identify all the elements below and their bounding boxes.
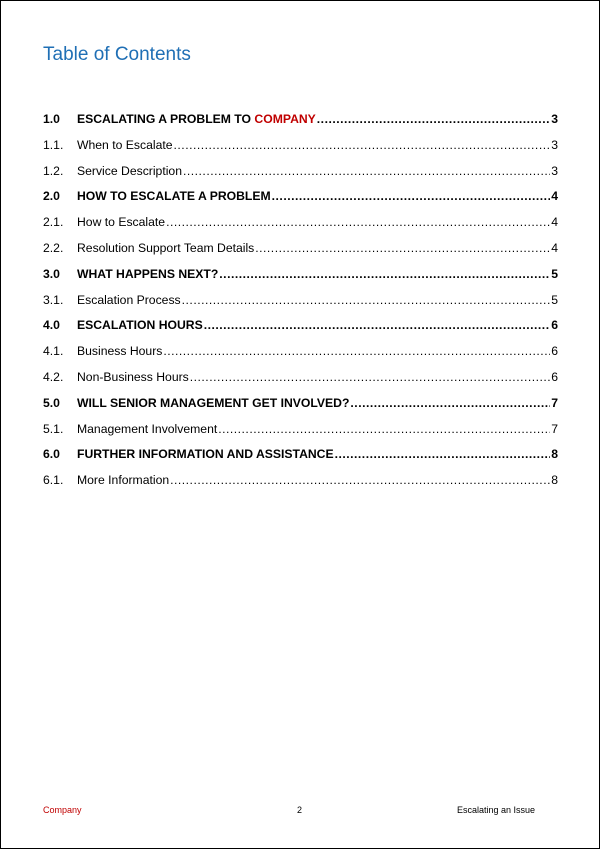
toc-entry-4-1[interactable] xyxy=(43,341,558,367)
toc-number: 4.1. xyxy=(43,344,64,359)
toc-entry-3-1[interactable] xyxy=(43,290,558,316)
toc-dot-leader xyxy=(335,444,551,464)
table-of-contents xyxy=(43,109,558,496)
toc-number: 1.2. xyxy=(43,163,64,178)
toc-page-number: 5 xyxy=(551,266,558,281)
toc-entry-1-1[interactable] xyxy=(43,135,558,161)
toc-number: 1.1. xyxy=(43,137,64,152)
toc-page-number: 6 xyxy=(551,344,558,359)
toc-number: 4.2. xyxy=(43,369,64,384)
toc-number: 2.0 xyxy=(43,189,60,204)
toc-heading: FURTHER INFORMATION AND ASSISTANCE xyxy=(77,447,334,462)
toc-number: 5.0 xyxy=(43,395,60,410)
toc-heading: Business Hours xyxy=(77,344,163,359)
footer-company-name: Company xyxy=(43,805,82,815)
toc-entry-2-0[interactable] xyxy=(43,186,558,212)
toc-number: 5.1. xyxy=(43,421,64,436)
toc-dot-leader xyxy=(182,290,551,310)
page-footer xyxy=(43,803,535,817)
toc-page-number: 8 xyxy=(551,473,558,488)
toc-dot-leader xyxy=(255,238,550,258)
toc-heading: Resolution Support Team Details xyxy=(77,240,255,255)
toc-heading-company: COMPANY xyxy=(254,112,316,126)
page-title: Table of Contents xyxy=(43,44,191,65)
toc-page-number: 6 xyxy=(551,369,558,384)
footer-page-number: 2 xyxy=(297,805,303,815)
toc-entry-3-0[interactable] xyxy=(43,264,558,290)
toc-heading: How to Escalate xyxy=(77,215,166,230)
toc-heading: WILL SENIOR MANAGEMENT GET INVOLVED? xyxy=(77,395,350,410)
toc-page-number: 7 xyxy=(551,395,558,410)
toc-entry-4-0[interactable] xyxy=(43,315,558,341)
toc-dot-leader xyxy=(174,135,551,155)
toc-number: 6.0 xyxy=(43,447,60,462)
toc-page-number: 3 xyxy=(551,112,558,126)
toc-entry-5-1[interactable] xyxy=(43,419,558,445)
toc-page-number: 6 xyxy=(551,318,558,333)
toc-entry-4-2[interactable] xyxy=(43,367,558,393)
toc-dot-leader xyxy=(317,109,550,129)
toc-entry-6-0[interactable] xyxy=(43,444,558,470)
toc-number: 6.1. xyxy=(43,473,64,488)
toc-heading: More Information xyxy=(77,473,170,488)
toc-dot-leader xyxy=(219,264,550,284)
toc-page-number: 4 xyxy=(551,240,558,255)
toc-dot-leader xyxy=(166,212,550,232)
toc-dot-leader xyxy=(183,161,550,181)
toc-number: 2.1. xyxy=(43,215,64,230)
toc-heading: Escalation Process xyxy=(77,292,181,307)
toc-heading: When to Escalate xyxy=(77,137,173,152)
toc-number: 4.0 xyxy=(43,318,60,333)
toc-entry-1-2[interactable] xyxy=(43,161,558,187)
toc-heading-text: ESCALATING A PROBLEM TO xyxy=(77,112,255,126)
toc-heading: WHAT HAPPENS NEXT? xyxy=(77,266,219,281)
toc-entry-6-1[interactable] xyxy=(43,470,558,496)
footer-document-title: Escalating an Issue xyxy=(456,805,535,815)
toc-heading: Management Involvement xyxy=(77,421,218,436)
toc-entry-2-1[interactable] xyxy=(43,212,558,238)
toc-dot-leader xyxy=(218,419,550,439)
toc-heading: HOW TO ESCALATE A PROBLEM xyxy=(77,189,271,204)
toc-number: 2.2. xyxy=(43,240,64,255)
toc-dot-leader xyxy=(272,186,551,206)
toc-heading: ESCALATION HOURS xyxy=(77,318,203,333)
toc-dot-leader xyxy=(170,470,550,490)
toc-page-number: 7 xyxy=(551,421,558,436)
toc-dot-leader xyxy=(163,341,550,361)
toc-page-number: 4 xyxy=(551,215,558,230)
toc-entry-1-0[interactable] xyxy=(43,109,558,135)
toc-dot-leader xyxy=(204,315,551,335)
toc-entry-5-0[interactable] xyxy=(43,393,558,419)
toc-number: 3.0 xyxy=(43,266,60,281)
toc-dot-leader xyxy=(350,393,550,413)
toc-entry-2-2[interactable] xyxy=(43,238,558,264)
toc-number: 3.1. xyxy=(43,292,64,307)
toc-heading: Non-Business Hours xyxy=(77,369,189,384)
toc-page-number: 4 xyxy=(551,189,558,204)
toc-heading xyxy=(77,109,316,129)
toc-page-number: 8 xyxy=(551,447,558,462)
toc-page-number: 5 xyxy=(551,292,558,307)
toc-heading: Service Description xyxy=(77,163,182,178)
toc-page-number: 3 xyxy=(551,137,558,152)
toc-page-number: 3 xyxy=(551,163,558,178)
toc-dot-leader xyxy=(190,367,550,387)
toc-number: 1.0 xyxy=(43,112,60,126)
